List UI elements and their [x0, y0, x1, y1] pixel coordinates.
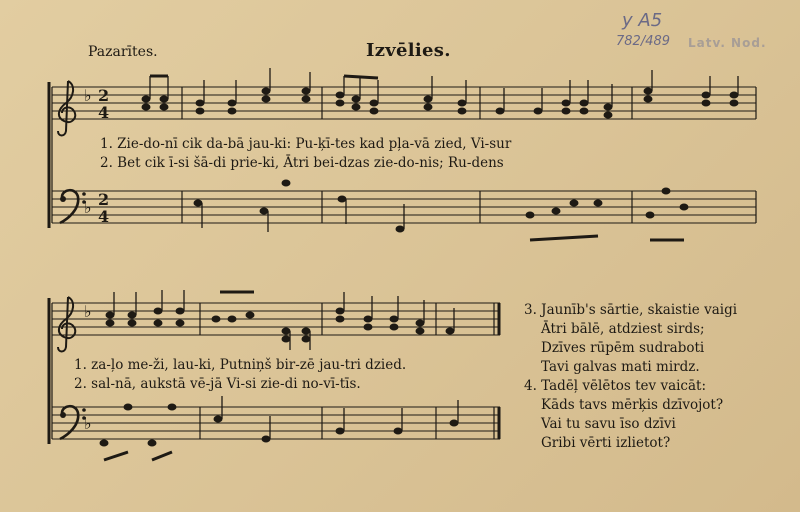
- verse-line: Ātri bālē, atdziest sirds;: [541, 321, 705, 337]
- system1-lyrics-verse2: 2. Bet cik ī-si šā-di prie-ki, Ātri bei-dzas zie-do-nis; Ru-dens: [100, 155, 504, 171]
- system2-bass-notes: [100, 396, 458, 460]
- system1-bass-notes: [194, 180, 688, 240]
- system2-lyrics-verse2: 2. sal-nā, aukstā vē-jā Vi-si zie-di no-vī-tīs.: [74, 376, 361, 392]
- archive-number: 782/489: [616, 34, 671, 49]
- time-sig-bottom: 4: [98, 207, 110, 226]
- verse-line: Dzīves rūpēm sudraboti: [541, 340, 705, 356]
- system1-lyrics-verse1: 1. Zie-do-nī cik da-bā jau-ki: Pu-ķī-tes kad pļa-vā zied, Vi-sur: [100, 136, 512, 152]
- system2-treble-clef: [58, 297, 75, 352]
- verse-line: 3. Jaunīb's sārtie, skaistie vaigi: [524, 302, 738, 318]
- flat-sign: ♭: [84, 414, 92, 433]
- system2-treble-notes: [106, 290, 454, 350]
- flat-sign: ♭: [84, 302, 92, 321]
- system2-lyrics-verse1: 1. za-ļo me-ži, lau-ki, Putniņš bir-zē jau-tri dzied.: [74, 357, 407, 373]
- verse-line: Tavi galvas mati mirdz.: [541, 359, 700, 375]
- flat-sign: ♭: [84, 86, 92, 105]
- archive-handwritten-mark: y A5: [622, 10, 663, 31]
- song-title: Izvēlies.: [366, 40, 451, 61]
- verse-4: [524, 377, 723, 453]
- time-sig-top: 2: [98, 86, 110, 105]
- system2-bass-staff: [52, 407, 500, 439]
- verse-line: Vai tu savu īso dzīvi: [541, 416, 676, 432]
- time-sig-bottom: 4: [98, 103, 110, 122]
- system2-treble-staff: [52, 303, 500, 335]
- system1-treble-clef: [58, 81, 75, 136]
- time-sig-top: 2: [98, 190, 110, 209]
- archive-stamp: Latv. Nod.: [688, 36, 767, 50]
- verse-3: [524, 301, 737, 377]
- composer-name: Pazarītes.: [88, 44, 158, 60]
- verse-line: Gribi vērti izlietot?: [541, 435, 671, 451]
- flat-sign: ♭: [84, 198, 92, 217]
- verse-line: 4. Tadēļ vēlētos tev vaicāt:: [524, 378, 707, 394]
- verse-line: Kāds tavs mērķis dzīvojot?: [541, 397, 724, 413]
